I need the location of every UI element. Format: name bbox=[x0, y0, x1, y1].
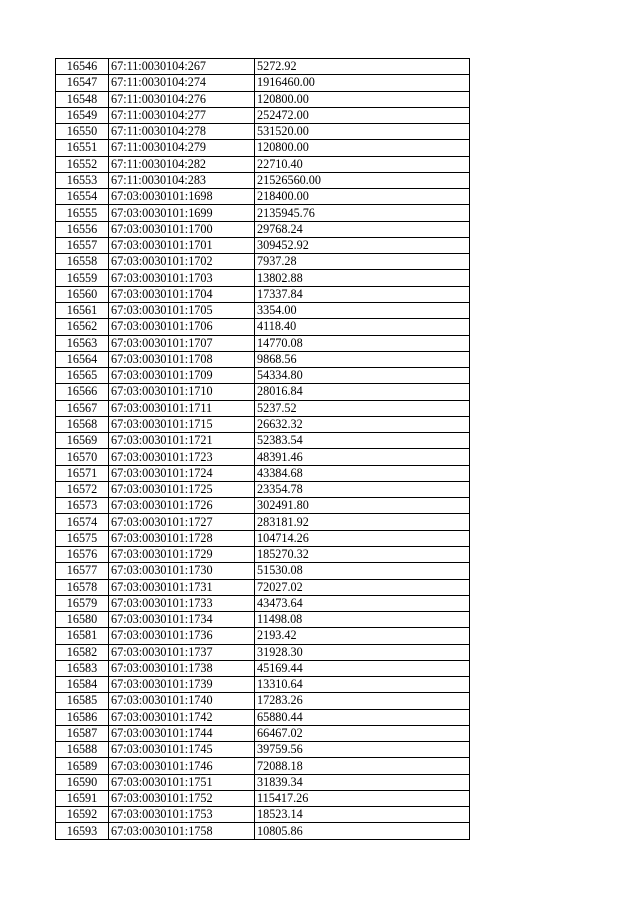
row-number-cell: 16583 bbox=[56, 660, 109, 676]
row-number-cell: 16553 bbox=[56, 172, 109, 188]
row-number-cell: 16567 bbox=[56, 400, 109, 416]
row-number-cell: 16546 bbox=[56, 59, 109, 75]
cadastral-value-cell: 104714.26 bbox=[255, 530, 470, 546]
cadastral-number-cell: 67:03:0030101:1701 bbox=[109, 237, 255, 253]
row-number-cell: 16575 bbox=[56, 530, 109, 546]
table-row bbox=[56, 481, 470, 497]
cadastral-number-cell: 67:03:0030101:1728 bbox=[109, 530, 255, 546]
cadastral-value-cell: 51530.08 bbox=[255, 563, 470, 579]
table-row bbox=[56, 270, 470, 286]
cadastral-number-cell: 67:03:0030101:1746 bbox=[109, 758, 255, 774]
cadastral-value-cell: 13310.64 bbox=[255, 677, 470, 693]
table-row bbox=[56, 221, 470, 237]
row-number-cell: 16590 bbox=[56, 774, 109, 790]
cadastral-value-cell: 1916460.00 bbox=[255, 75, 470, 91]
cadastral-number-cell: 67:03:0030101:1702 bbox=[109, 254, 255, 270]
row-number-cell: 16558 bbox=[56, 254, 109, 270]
table-row bbox=[56, 416, 470, 432]
cadastral-number-cell: 67:03:0030101:1715 bbox=[109, 416, 255, 432]
row-number-cell: 16565 bbox=[56, 368, 109, 384]
cadastral-value-cell: 120800.00 bbox=[255, 140, 470, 156]
table-row bbox=[56, 351, 470, 367]
table-row bbox=[56, 530, 470, 546]
cadastral-number-cell: 67:03:0030101:1703 bbox=[109, 270, 255, 286]
row-number-cell: 16559 bbox=[56, 270, 109, 286]
cadastral-value-cell: 52383.54 bbox=[255, 433, 470, 449]
row-number-cell: 16549 bbox=[56, 107, 109, 123]
row-number-cell: 16574 bbox=[56, 514, 109, 530]
row-number-cell: 16552 bbox=[56, 156, 109, 172]
table-row bbox=[56, 319, 470, 335]
cadastral-value-cell: 2193.42 bbox=[255, 628, 470, 644]
table-row bbox=[56, 384, 470, 400]
cadastral-value-cell: 43473.64 bbox=[255, 595, 470, 611]
cadastral-value-cell: 26632.32 bbox=[255, 416, 470, 432]
cadastral-number-cell: 67:03:0030101:1734 bbox=[109, 612, 255, 628]
row-number-cell: 16588 bbox=[56, 742, 109, 758]
cadastral-value-cell: 5237.52 bbox=[255, 400, 470, 416]
cadastral-value-cell: 72088.18 bbox=[255, 758, 470, 774]
table-row bbox=[56, 59, 470, 75]
cadastral-value-cell: 54334.80 bbox=[255, 368, 470, 384]
cadastral-number-cell: 67:11:0030104:278 bbox=[109, 124, 255, 140]
table-row bbox=[56, 774, 470, 790]
cadastral-value-cell: 218400.00 bbox=[255, 189, 470, 205]
table-row bbox=[56, 286, 470, 302]
cadastral-value-table bbox=[55, 58, 470, 840]
cadastral-value-cell: 39759.56 bbox=[255, 742, 470, 758]
row-number-cell: 16556 bbox=[56, 221, 109, 237]
cadastral-number-cell: 67:03:0030101:1744 bbox=[109, 725, 255, 741]
cadastral-number-cell: 67:03:0030101:1699 bbox=[109, 205, 255, 221]
row-number-cell: 16586 bbox=[56, 709, 109, 725]
row-number-cell: 16548 bbox=[56, 91, 109, 107]
table-row bbox=[56, 742, 470, 758]
cadastral-value-cell: 185270.32 bbox=[255, 546, 470, 562]
cadastral-value-cell: 66467.02 bbox=[255, 725, 470, 741]
row-number-cell: 16555 bbox=[56, 205, 109, 221]
cadastral-number-cell: 67:03:0030101:1726 bbox=[109, 498, 255, 514]
cadastral-value-cell: 72027.02 bbox=[255, 579, 470, 595]
cadastral-value-cell: 14770.08 bbox=[255, 335, 470, 351]
row-number-cell: 16576 bbox=[56, 546, 109, 562]
cadastral-value-cell: 28016.84 bbox=[255, 384, 470, 400]
cadastral-number-cell: 67:03:0030101:1736 bbox=[109, 628, 255, 644]
cadastral-value-cell: 10805.86 bbox=[255, 823, 470, 839]
cadastral-number-cell: 67:11:0030104:283 bbox=[109, 172, 255, 188]
row-number-cell: 16587 bbox=[56, 725, 109, 741]
cadastral-number-cell: 67:11:0030104:279 bbox=[109, 140, 255, 156]
cadastral-value-cell: 45169.44 bbox=[255, 660, 470, 676]
cadastral-number-cell: 67:03:0030101:1708 bbox=[109, 351, 255, 367]
row-number-cell: 16573 bbox=[56, 498, 109, 514]
row-number-cell: 16581 bbox=[56, 628, 109, 644]
cadastral-value-cell: 531520.00 bbox=[255, 124, 470, 140]
row-number-cell: 16579 bbox=[56, 595, 109, 611]
row-number-cell: 16577 bbox=[56, 563, 109, 579]
row-number-cell: 16550 bbox=[56, 124, 109, 140]
row-number-cell: 16584 bbox=[56, 677, 109, 693]
table-row bbox=[56, 595, 470, 611]
table-row bbox=[56, 579, 470, 595]
cadastral-value-cell: 252472.00 bbox=[255, 107, 470, 123]
row-number-cell: 16551 bbox=[56, 140, 109, 156]
table-row bbox=[56, 368, 470, 384]
cadastral-value-cell: 5272.92 bbox=[255, 59, 470, 75]
table-row bbox=[56, 433, 470, 449]
table-row bbox=[56, 790, 470, 806]
cadastral-number-cell: 67:03:0030101:1742 bbox=[109, 709, 255, 725]
table-row bbox=[56, 140, 470, 156]
cadastral-number-cell: 67:11:0030104:282 bbox=[109, 156, 255, 172]
table-row bbox=[56, 75, 470, 91]
cadastral-value-cell: 115417.26 bbox=[255, 790, 470, 806]
cadastral-number-cell: 67:03:0030101:1737 bbox=[109, 644, 255, 660]
table-row bbox=[56, 156, 470, 172]
cadastral-number-cell: 67:03:0030101:1710 bbox=[109, 384, 255, 400]
cadastral-value-cell: 11498.08 bbox=[255, 612, 470, 628]
table-row bbox=[56, 172, 470, 188]
cadastral-number-cell: 67:03:0030101:1739 bbox=[109, 677, 255, 693]
table-row bbox=[56, 709, 470, 725]
table-row bbox=[56, 660, 470, 676]
cadastral-value-cell: 48391.46 bbox=[255, 449, 470, 465]
cadastral-number-cell: 67:03:0030101:1698 bbox=[109, 189, 255, 205]
cadastral-value-cell: 7937.28 bbox=[255, 254, 470, 270]
table-row bbox=[56, 449, 470, 465]
cadastral-number-cell: 67:03:0030101:1733 bbox=[109, 595, 255, 611]
cadastral-value-cell: 120800.00 bbox=[255, 91, 470, 107]
row-number-cell: 16561 bbox=[56, 302, 109, 318]
table-row bbox=[56, 335, 470, 351]
row-number-cell: 16580 bbox=[56, 612, 109, 628]
cadastral-number-cell: 67:03:0030101:1751 bbox=[109, 774, 255, 790]
cadastral-number-cell: 67:03:0030101:1721 bbox=[109, 433, 255, 449]
cadastral-number-cell: 67:03:0030101:1729 bbox=[109, 546, 255, 562]
row-number-cell: 16582 bbox=[56, 644, 109, 660]
cadastral-number-cell: 67:03:0030101:1738 bbox=[109, 660, 255, 676]
table-row bbox=[56, 628, 470, 644]
table-body bbox=[56, 59, 470, 840]
table-row bbox=[56, 107, 470, 123]
cadastral-number-cell: 67:03:0030101:1711 bbox=[109, 400, 255, 416]
table-row bbox=[56, 612, 470, 628]
cadastral-value-cell: 21526560.00 bbox=[255, 172, 470, 188]
table-row bbox=[56, 807, 470, 823]
cadastral-number-cell: 67:03:0030101:1700 bbox=[109, 221, 255, 237]
cadastral-value-cell: 18523.14 bbox=[255, 807, 470, 823]
cadastral-value-cell: 29768.24 bbox=[255, 221, 470, 237]
table-row bbox=[56, 254, 470, 270]
table-row bbox=[56, 546, 470, 562]
cadastral-value-cell: 302491.80 bbox=[255, 498, 470, 514]
row-number-cell: 16592 bbox=[56, 807, 109, 823]
row-number-cell: 16570 bbox=[56, 449, 109, 465]
cadastral-value-cell: 283181.92 bbox=[255, 514, 470, 530]
row-number-cell: 16566 bbox=[56, 384, 109, 400]
row-number-cell: 16585 bbox=[56, 693, 109, 709]
cadastral-value-cell: 22710.40 bbox=[255, 156, 470, 172]
cadastral-number-cell: 67:03:0030101:1740 bbox=[109, 693, 255, 709]
cadastral-value-cell: 31928.30 bbox=[255, 644, 470, 660]
table-row bbox=[56, 91, 470, 107]
cadastral-number-cell: 67:03:0030101:1758 bbox=[109, 823, 255, 839]
cadastral-value-cell: 17283.26 bbox=[255, 693, 470, 709]
table-row bbox=[56, 563, 470, 579]
cadastral-number-cell: 67:03:0030101:1725 bbox=[109, 481, 255, 497]
row-number-cell: 16593 bbox=[56, 823, 109, 839]
row-number-cell: 16563 bbox=[56, 335, 109, 351]
cadastral-value-cell: 23354.78 bbox=[255, 481, 470, 497]
row-number-cell: 16572 bbox=[56, 481, 109, 497]
cadastral-number-cell: 67:03:0030101:1706 bbox=[109, 319, 255, 335]
table-row bbox=[56, 693, 470, 709]
cadastral-value-cell: 309452.92 bbox=[255, 237, 470, 253]
cadastral-value-cell: 43384.68 bbox=[255, 465, 470, 481]
row-number-cell: 16569 bbox=[56, 433, 109, 449]
row-number-cell: 16554 bbox=[56, 189, 109, 205]
cadastral-number-cell: 67:03:0030101:1745 bbox=[109, 742, 255, 758]
cadastral-value-cell: 17337.84 bbox=[255, 286, 470, 302]
row-number-cell: 16560 bbox=[56, 286, 109, 302]
cadastral-value-cell: 9868.56 bbox=[255, 351, 470, 367]
row-number-cell: 16591 bbox=[56, 790, 109, 806]
cadastral-value-cell: 3354.00 bbox=[255, 302, 470, 318]
row-number-cell: 16578 bbox=[56, 579, 109, 595]
table-row bbox=[56, 823, 470, 839]
row-number-cell: 16564 bbox=[56, 351, 109, 367]
table-row bbox=[56, 677, 470, 693]
table-row bbox=[56, 498, 470, 514]
row-number-cell: 16571 bbox=[56, 465, 109, 481]
table-row bbox=[56, 514, 470, 530]
cadastral-number-cell: 67:03:0030101:1752 bbox=[109, 790, 255, 806]
table-row bbox=[56, 644, 470, 660]
table-row bbox=[56, 400, 470, 416]
cadastral-number-cell: 67:03:0030101:1730 bbox=[109, 563, 255, 579]
cadastral-value-cell: 65880.44 bbox=[255, 709, 470, 725]
cadastral-number-cell: 67:03:0030101:1705 bbox=[109, 302, 255, 318]
cadastral-number-cell: 67:03:0030101:1723 bbox=[109, 449, 255, 465]
table-row bbox=[56, 124, 470, 140]
cadastral-value-cell: 13802.88 bbox=[255, 270, 470, 286]
cadastral-value-cell: 31839.34 bbox=[255, 774, 470, 790]
cadastral-number-cell: 67:03:0030101:1709 bbox=[109, 368, 255, 384]
table-row bbox=[56, 302, 470, 318]
cadastral-number-cell: 67:11:0030104:267 bbox=[109, 59, 255, 75]
cadastral-number-cell: 67:03:0030101:1731 bbox=[109, 579, 255, 595]
cadastral-value-cell: 2135945.76 bbox=[255, 205, 470, 221]
cadastral-number-cell: 67:03:0030101:1724 bbox=[109, 465, 255, 481]
cadastral-number-cell: 67:03:0030101:1704 bbox=[109, 286, 255, 302]
table-row bbox=[56, 465, 470, 481]
table-row bbox=[56, 237, 470, 253]
row-number-cell: 16562 bbox=[56, 319, 109, 335]
cadastral-value-cell: 4118.40 bbox=[255, 319, 470, 335]
cadastral-number-cell: 67:11:0030104:274 bbox=[109, 75, 255, 91]
row-number-cell: 16568 bbox=[56, 416, 109, 432]
row-number-cell: 16589 bbox=[56, 758, 109, 774]
table-row bbox=[56, 189, 470, 205]
cadastral-number-cell: 67:11:0030104:276 bbox=[109, 91, 255, 107]
cadastral-number-cell: 67:03:0030101:1753 bbox=[109, 807, 255, 823]
table-row bbox=[56, 205, 470, 221]
row-number-cell: 16547 bbox=[56, 75, 109, 91]
row-number-cell: 16557 bbox=[56, 237, 109, 253]
table-row bbox=[56, 758, 470, 774]
table-row bbox=[56, 725, 470, 741]
cadastral-number-cell: 67:03:0030101:1707 bbox=[109, 335, 255, 351]
cadastral-number-cell: 67:03:0030101:1727 bbox=[109, 514, 255, 530]
cadastral-number-cell: 67:11:0030104:277 bbox=[109, 107, 255, 123]
